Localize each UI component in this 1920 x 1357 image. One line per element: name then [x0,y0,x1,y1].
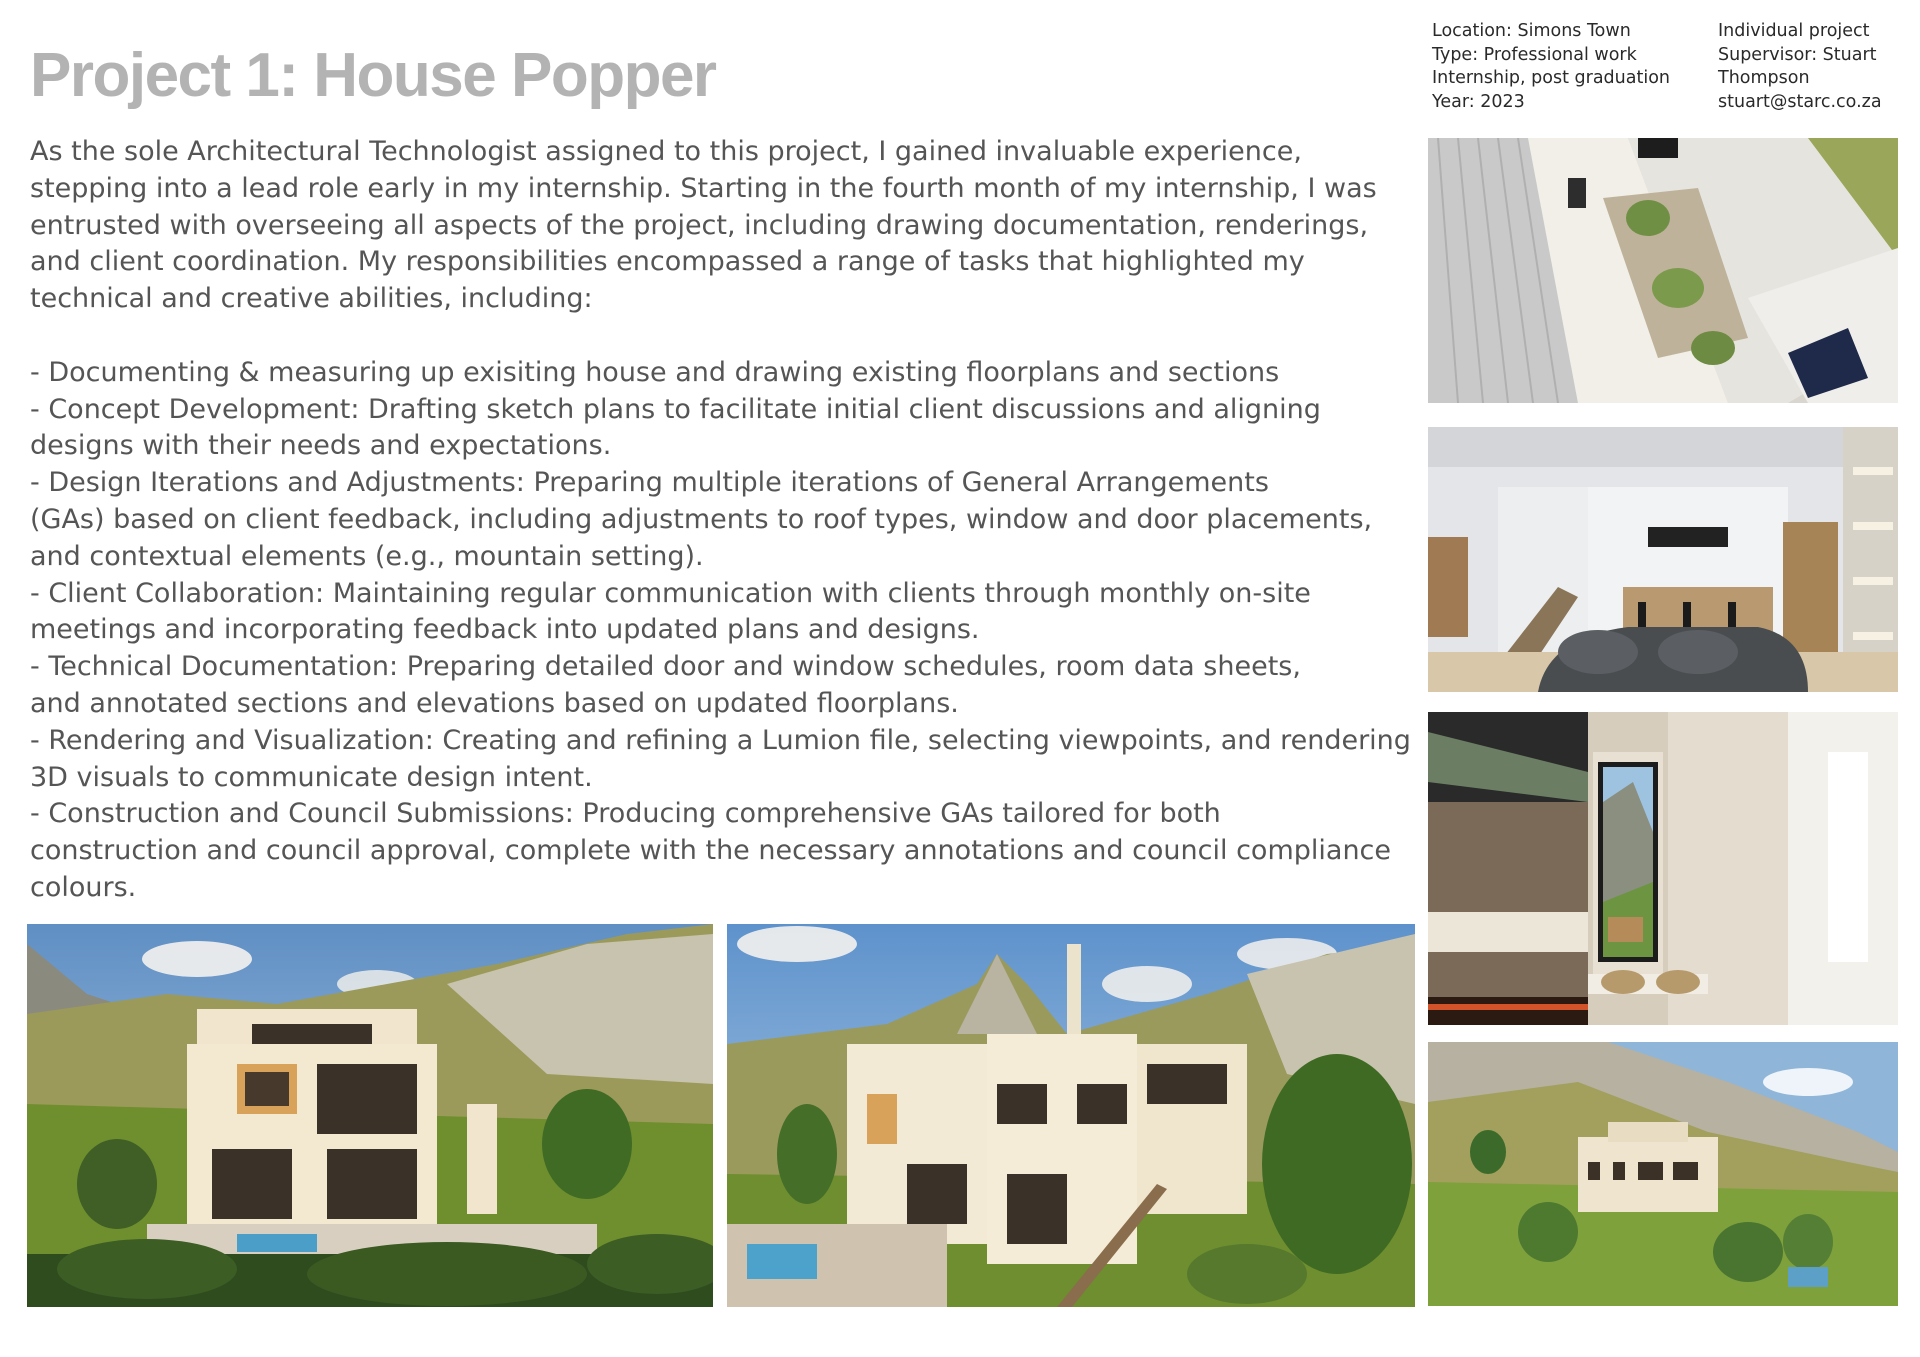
supervisor-surname: Thompson [1718,68,1810,88]
supervisor-info [1718,20,1913,114]
task-item: 3D visuals to communicate design intent. [30,761,593,793]
project-scope: Individual project [1718,21,1870,41]
project-location: Location: Simons Town [1432,21,1631,41]
task-item: colours. [30,871,137,903]
aerial-courtyard-render [1428,138,1898,403]
living-kitchen-render [1428,427,1898,692]
supervisor-label: Supervisor: Stuart [1718,44,1877,65]
description-line: As the sole Architectural Technologist assigned to this project, I gained invaluable experience, [30,136,1302,167]
supervisor-email: stuart@starc.co.za [1718,91,1882,112]
house-exterior-render-2 [727,924,1415,1307]
description-line: technical and creative abilities, including: [30,283,593,315]
page-title: Project 1: House Popper [30,41,716,110]
task-item: construction and council approval, complete with the necessary annotations and council compliance [30,835,1392,867]
task-item: - Construction and Council Submissions: Producing comprehensive GAs tailored for both [30,798,1221,830]
task-item: - Technical Documentation: Preparing detailed door and window schedules, room data sheets, [30,651,1301,683]
hillside-house-render [1428,1042,1898,1306]
project-type: Type: Professional work [1432,44,1637,65]
task-item: - Documenting & measuring up exisiting house and drawing existing floorplans and sections [30,356,1280,388]
task-item: and contextual elements (e.g., mountain setting). [30,540,704,572]
task-item: - Design Iterations and Adjustments: Preparing multiple iterations of General Arrangements [30,467,1269,499]
task-item: designs with their needs and expectations. [30,430,612,462]
task-item: - Rendering and Visualization: Creating and refining a Lumion file, selecting viewpoints, and rendering [30,724,1411,756]
project-category: Internship, post graduation [1432,68,1670,88]
task-item: meetings and incorporating feedback into updated plans and designs. [30,614,980,646]
description-line: and client coordination. My responsibilities encompassed a range of tasks that highlighted my [30,246,1305,278]
task-item: - Concept Development: Drafting sketch plans to facilitate initial client discussions and aligning [30,393,1321,425]
task-item: (GAs) based on client feedback, including adjustments to roof types, window and door placements, [30,503,1373,535]
description-line: entrusted with overseeing all aspects of the project, including drawing documentation, renderings, [30,209,1369,241]
project-description [30,134,1430,907]
description-line: stepping into a lead role early in my internship. Starting in the fourth month of my internship, I was [30,172,1377,204]
house-exterior-render-1 [27,924,713,1307]
window-seat-render [1428,712,1898,1025]
task-item: - Client Collaboration: Maintaining regular communication with clients through monthly on-site [30,577,1311,609]
project-year: Year: 2023 [1432,91,1525,112]
task-item: and annotated sections and elevations based on updated floorplans. [30,687,959,719]
project-info [1432,20,1692,114]
description-blank-line [30,318,1430,355]
